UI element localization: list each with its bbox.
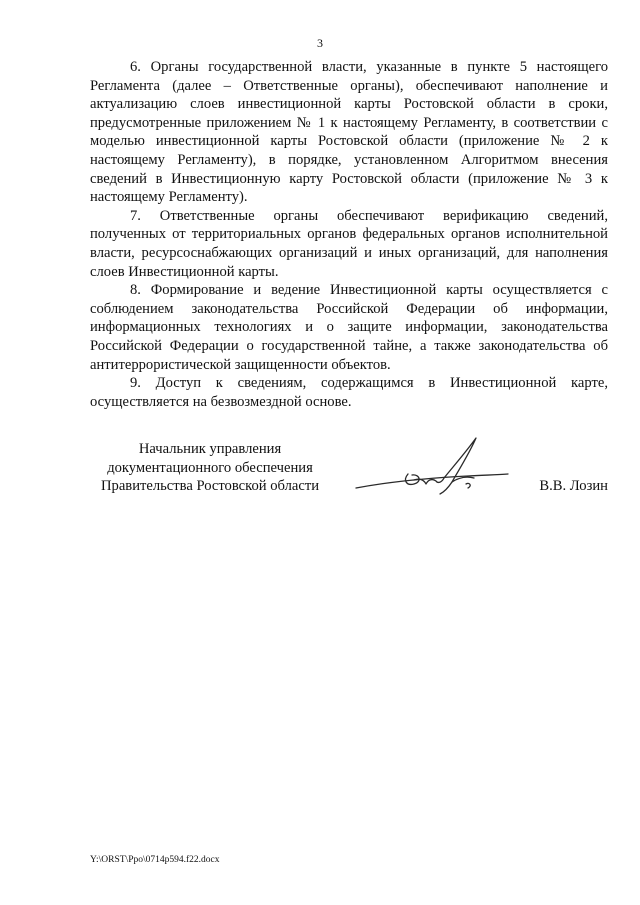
signatory-title-line-3: Правительства Ростовской области bbox=[100, 478, 320, 495]
footer-file-path: Y:\ORST\Ppo\0714p594.f22.docx bbox=[90, 855, 220, 865]
paragraph-7: 7. Ответственные органы обеспечивают верификацию сведений, полученных от территориальных органов федеральных органов исполнительной власти, ресурсоснабжающих организаций и иных организаций, для наполнения слоев Инвестиционной карты. bbox=[90, 207, 608, 280]
signatory-title-line-2: документационного обеспечения bbox=[107, 459, 313, 476]
signatory-title-line-1: Начальник управления bbox=[138, 441, 282, 457]
paragraph-8: 8. Формирование и ведение Инвестиционной карты осуществляется с соблюдением законодательства Российской Федерации об информации, информационных технологиях и о защите информации, законодательства Российской Федерации о государственной тайне, а также законодательства об антитеррористической защищенности объектов. bbox=[90, 282, 608, 373]
signature-block bbox=[90, 440, 608, 510]
paragraph-6: 6. Органы государственной власти, указанные в пункте 5 настоящего Регламента (далее – Ответственные органы), обеспечивают наполнение и актуализацию слоев инвестиционной карты Ростовской области в сроки, предусмотренные приложением № 1 к настоящему Регламенту, в соответствии с моделью инвестиционной карты Ростовской области (приложение № 2 к настоящему Регламенту), в порядке, установленном Алгоритмом внесения сведений в Инвестиционную карту Ростовской области (приложение № 3 к настоящему Регламенту). bbox=[90, 59, 608, 206]
paragraph-9: 9. Доступ к сведениям, содержащимся в Инвестиционной карте, осуществляется на безвозмездной основе. bbox=[90, 375, 608, 410]
signatory-title bbox=[90, 440, 330, 496]
page-number: 3 bbox=[317, 36, 323, 50]
document-body bbox=[90, 58, 608, 411]
handwritten-signature bbox=[348, 428, 518, 512]
signatory-name: В.В. Лозин bbox=[539, 478, 608, 494]
